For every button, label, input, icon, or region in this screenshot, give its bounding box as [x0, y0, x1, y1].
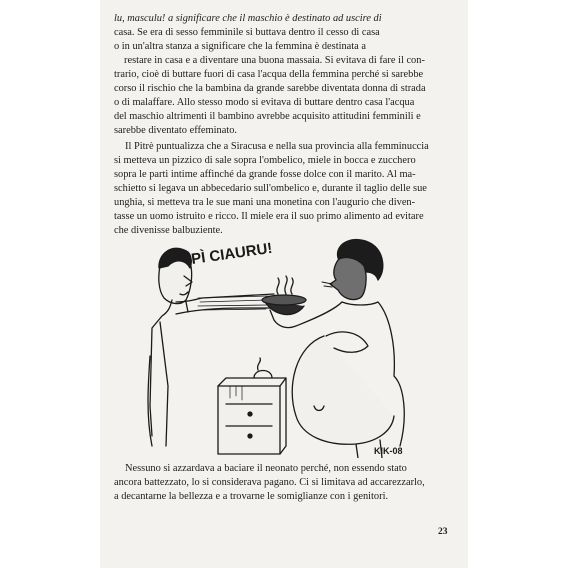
text-line: trario, cioè di buttare fuori di casa l'acqua della femmina perché si sarebbe	[114, 69, 424, 81]
page-number: 23	[438, 527, 448, 537]
text-line: casa. Se era di sesso femminile si buttava dentro il cesso di casa	[114, 27, 380, 39]
text-line: unghia, si metteva tra le sue mani una monetina con l'augurio che diven-	[114, 197, 416, 209]
text-line: corso il rischio che la bambina da grande sarebbe diventata donna di strada	[114, 83, 426, 95]
cartoon-illustration	[146, 236, 418, 458]
text-line: o di malaffare. Allo stesso modo si evitava di buttare dentro casa l'acqua	[114, 97, 415, 109]
text-line: ancora battezzato, lo si considerava pagano. Ci si limitava ad accarezzarlo,	[114, 477, 425, 489]
text-line: si metteva un pizzico di sale sopra l'ombelico, miele in bocca e zucchero	[114, 155, 416, 167]
text-line: schietto si legava un abbecedario sull'ombelico e, durante il taglio delle sue	[114, 183, 427, 195]
text-line: sarebbe diventato effeminato.	[114, 125, 238, 137]
text-line: tasse un uomo istruito e ricco. Il miele era il suo primo alimento ad evitare	[114, 211, 424, 223]
text-line: a decantarne la bellezza e a trovarne le somiglianze con i genitori.	[114, 491, 389, 503]
text-line: Il Pitrè puntualizza che a Siracusa e nella sua provincia alla femminuccia	[125, 141, 429, 152]
text-line: del maschio altrimenti il bambino avrebbe acquisito attitudini femminili e	[114, 111, 421, 123]
bedside-table	[218, 358, 286, 454]
text-line: o in un'altra stanza a significare che la femmina è destinata a	[114, 41, 366, 53]
signature-text: KIK-08	[374, 446, 403, 456]
soup-bowl	[262, 276, 306, 315]
paragraph-2	[114, 140, 455, 238]
text-line: sopra le parti intime affinché da grande fosse dolce con il marito. Al ma-	[114, 169, 416, 181]
paragraph-3	[114, 462, 455, 504]
speech-text: PÌ CIAURU!	[190, 239, 274, 268]
text-line: che divenisse balbuziente.	[114, 225, 223, 237]
text-line: lu, masculu! a significare che il maschio è destinato ad uscire di	[114, 13, 382, 24]
pregnant-woman-figure	[270, 240, 404, 458]
text-line: restare in casa e a diventare una buona massaia. Si evitava di fare il con-	[124, 55, 425, 67]
text-line: Nessuno si azzardava a baciare il neonato perché, non essendo stato	[125, 463, 407, 474]
paragraph-1	[114, 12, 455, 138]
